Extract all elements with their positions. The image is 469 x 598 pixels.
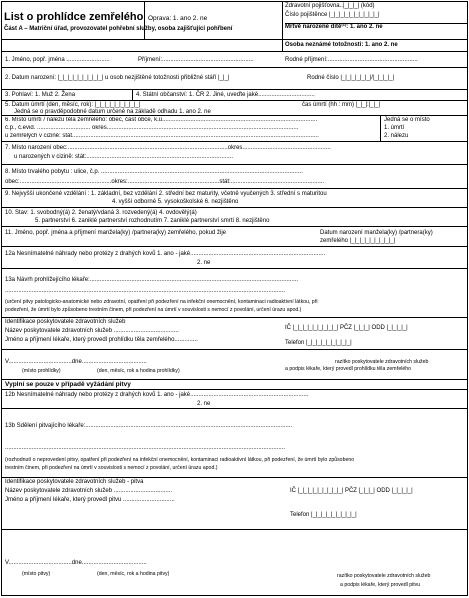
- pitva-heading: Vyplní se pouze v případě vyžádání pitvy: [5, 381, 131, 388]
- cas-umrti-field[interactable]: čas úmrtí (hh : mm) |_|_|:|_|_|: [302, 102, 381, 108]
- sign2-razitko-2: a podpis lékaře, který provedl pitvu: [340, 582, 421, 588]
- row-pitva-header: [2, 380, 467, 390]
- neznama-totoznost-field[interactable]: Osoba neznámé totožnosti: 1. ano 2. ne: [285, 42, 398, 48]
- sign1-v-dne-field[interactable]: V......................................dne.......................................: [5, 359, 147, 365]
- pitva-note-1: (rozhodnutí o neprovedení pitvy, opatření při podezření na infekční onemocnění, kontaminaci radioaktivní látkou, při podezření, že úmrtí bylo způsobeno: [5, 457, 355, 463]
- navrh-note-1: (určení pitvy patologicko-anatomické nebo zdravotní, opatření při podezření na infekční onemocnění, kontaminaci radioaktivní látkou, při: [5, 299, 318, 305]
- rodne-cislo-field[interactable]: Rodné číslo |_|_|_|_|_|_|/|_|_|_|_|: [307, 75, 395, 81]
- ident1-telefon-field[interactable]: Telefon |_|_|_|_|_|_|_|_|_|: [285, 340, 352, 346]
- row-12a: [2, 247, 467, 269]
- sdeleni-pitvajiciho-line2[interactable]: ........................................................................................................................................................................: [5, 445, 286, 451]
- cislo-pojistence-field[interactable]: Číslo pojištěnce |_|_|_|_|_|_|_|_|_|_|: [285, 12, 380, 18]
- datum-umrti-field[interactable]: 5. Datum úmrtí (den, měsíc, rok): |_|_|_|_|_|_|_|_|_|: [5, 102, 141, 108]
- stav-options-2[interactable]: 5. partnerství 6. zaniklé partnerství rozhodnutím 7. zaniklé partnerství smrtí 8. nezjištěno: [35, 218, 270, 224]
- cast-a-heading: Část A – Matriční úřad, provozovatel pohřební služby, osoba zajišťující pohřbení: [4, 26, 233, 32]
- navrh-note-2: podezření, že úmrtí bylo způsobeno trestním činem, při podezření na úmrtí v souvislosti s nemocí z povolání, určení úrazu apod.): [5, 307, 302, 313]
- cp-okres-field[interactable]: č.p., č.evid. ................................ okres...................................................................................................................: [5, 125, 299, 131]
- narozeni-cizina-field[interactable]: u narozených v cizině: stát:........................................................................................: [14, 154, 234, 160]
- row-misto-umrti: [2, 116, 467, 142]
- obec-okres-stat-field[interactable]: obec:.......................................................okres:.......................................................stát:........................................................: [5, 179, 325, 185]
- row-jmeno: [2, 52, 467, 68]
- row-umrti: [2, 101, 467, 116]
- stav-options[interactable]: 10. Stav: 1. svobodný(á) 2. ženatý/vdaná 3. rozvedený(á) 4. ovdovělý(á): [5, 210, 197, 216]
- ident2-ic-field[interactable]: IČ |_|_|_|_|_|_|_|_|_| PČZ |_|_|_| ODD |_|_|_|_|: [290, 488, 413, 494]
- navrh-lekare-field[interactable]: 13a Návrh prohlížejícího lékaře:.............................................................................................................................: [5, 277, 299, 283]
- ident1-label: Identifikace poskytovatele zdravotních služeb: [5, 319, 126, 325]
- pojistovna-field[interactable]: Zdravotní pojišťovna..|_|_|_| (kód): [285, 3, 375, 9]
- row-stav: [2, 208, 467, 227]
- misto-umrti-option[interactable]: 1. úmrtí: [384, 125, 405, 131]
- sign2-datum-label: (den, měsíc, rok a hodina pitvy): [97, 571, 170, 577]
- ident1-nazev-field[interactable]: Název poskytovatele zdravotních služeb .......................................: [5, 328, 179, 334]
- row-pohlavi: [2, 90, 467, 101]
- ident2-label: Identifikace poskytovatele zdravotních služeb - pitva: [5, 479, 144, 485]
- sign2-misto-label: (místo pitvy): [22, 571, 51, 577]
- cizina-stat-field[interactable]: u zemřelých v cizině: stát....................................................................................................................................................: [5, 133, 319, 139]
- ident1-ic-field[interactable]: IČ |_|_|_|_|_|_|_|_|_| PČZ |_|_|_| ODD |_|_|_|_|: [285, 325, 408, 331]
- pohlavi-field[interactable]: 3. Pohlaví: 1. Muž 2. Žena: [5, 92, 76, 98]
- form-title: List o prohlídce zemřelého: [4, 11, 144, 23]
- navrh-lekare-line2[interactable]: ........................................................................................................................................................................: [5, 288, 286, 294]
- prijmeni-field[interactable]: Příjmení:.......................................................: [138, 57, 254, 63]
- ident2-nazev-field[interactable]: Název poskytovatele zdravotních služeb ...................................: [5, 488, 173, 494]
- row-trvaly-pobyt: [2, 165, 467, 189]
- jmeno-field[interactable]: 1. Jméno, popř. jména ..........................: [5, 57, 110, 63]
- misto-narozeni-field[interactable]: 7. Místo narození obec:................................................................................................okres.....................................................: [5, 145, 331, 151]
- row-misto-narozeni: [2, 142, 467, 165]
- header-block: [2, 2, 467, 40]
- misto-umrti-field[interactable]: 6. Místo úmrtí / nálezu těla zemřelého: obec, část obce, k.ú.............................................................................................: [5, 117, 318, 123]
- row-podpis-1: [2, 350, 467, 380]
- row-identifikace-2: [2, 478, 467, 530]
- sign1-razitko-1: razítko poskytovatele zdravotních služeb: [335, 359, 429, 365]
- oprava-field[interactable]: Oprava: 1. ano 2. ne: [148, 15, 208, 22]
- row-identifikace-1: [2, 318, 467, 350]
- datum-narozeni-field[interactable]: 2. Datum narození: |_|_|_|_|_|_|_|_|_| u osob nezjištěné totožnosti přibližné stáří |_|_|: [5, 75, 230, 81]
- sign1-razitko-2: a podpis lékaře, který provedl prohlídku těla zemřelého: [285, 366, 412, 372]
- row-12b: [2, 390, 467, 409]
- misto-nalezu-option[interactable]: 2. nálezu: [384, 133, 409, 139]
- mrtve-narozene-field[interactable]: Mrtvě narozené dítě⁽¹⁾: 1. ano 2. ne: [285, 23, 467, 31]
- row-manzel: [2, 227, 467, 247]
- sign1-datum-label: (den, měsíc, rok a hodina prohlídky): [97, 368, 180, 374]
- jedna-se-label: Jedná se o místo: [384, 117, 430, 123]
- ident2-lekar-field[interactable]: Jméno a příjmení lékaře, který provedl pitvu ...............................: [5, 497, 175, 503]
- trvaly-pobyt-field[interactable]: 8. Místo trvalého pobytu : ulice, č.p. .........................................................................................................................: [5, 169, 303, 175]
- rodne-prijmeni-field[interactable]: Rodné příjmení:......................................................: [285, 57, 418, 63]
- nahrady-12b-ne[interactable]: 2. ne: [197, 401, 211, 407]
- manzel-jmeno-field[interactable]: 11. Jméno, popř. jména a příjmení manžela(ky) /partnera(ky) zemřelého, pokud žije: [5, 230, 226, 236]
- ident2-telefon-field[interactable]: Telefon |_|_|_|_|_|_|_|_|_|: [290, 512, 357, 518]
- row-vzdelani: [2, 189, 467, 208]
- nahrady-12a-ne[interactable]: 2. ne: [197, 260, 211, 266]
- vzdelani-options[interactable]: 9. Nejvyšší ukončené vzdělání : 1. základní, bez vzdělání 2. střední bez maturity, včetně vyučených 3. střední s maturitou: [5, 191, 327, 197]
- row-13b: [2, 409, 467, 478]
- manzel-narozeni-label: Datum narození manžela(ky) /partnera(ky): [320, 230, 433, 236]
- manzel-narozeni-field[interactable]: zemřelého |_|_|_|_|_|_|_|_|_|: [320, 238, 396, 244]
- ident1-lekar-field[interactable]: Jméno a příjmení lékaře, který provedl prohlídku těla zemřelého..............: [5, 337, 198, 343]
- row-podpis-2: [2, 530, 467, 596]
- vzdelani-options-2[interactable]: 4. vyšší odborné 5. vysokoškolské 6. nezjištěno: [112, 199, 239, 205]
- pitva-note-2: trestním činem, při podezření na úmrtí v souvislosti s nemocí z povolání, určení úrazu apod.): [5, 465, 218, 471]
- sdeleni-pitvajiciho-field[interactable]: 13b Sdělení pitvajícího lékaře:............................................................................................................................: [5, 423, 293, 429]
- odhad-umrti-field[interactable]: Jedná se o pravděpodobné datum určené na základě odhadu 1. ano 2. ne: [14, 109, 211, 115]
- sign2-razitko-1: razítko poskytovatele zdravotních služeb: [337, 573, 431, 579]
- form-page: [1, 1, 468, 596]
- sign2-v-dne-field[interactable]: V......................................dne.......................................: [5, 560, 147, 566]
- row-13a: [2, 269, 467, 318]
- nahrady-12a-field[interactable]: 12a Nesnímatelné náhrady nebo protézy z drahých kovů 1. ano - jaké.................................................................................: [5, 251, 326, 257]
- row-narozeni: [2, 68, 467, 90]
- sign1-misto-label: (místo prohlídky): [22, 368, 61, 374]
- nahrady-12b-field[interactable]: 12b Nesnímatelné náhrady nebo protézy z drahých kovů 1. ano - jaké.......................................................................: [5, 392, 309, 398]
- obcanstvi-field[interactable]: 4. Státní občanství: 1. ČR 2. Jiné, uveďte jaké..................................: [136, 92, 315, 98]
